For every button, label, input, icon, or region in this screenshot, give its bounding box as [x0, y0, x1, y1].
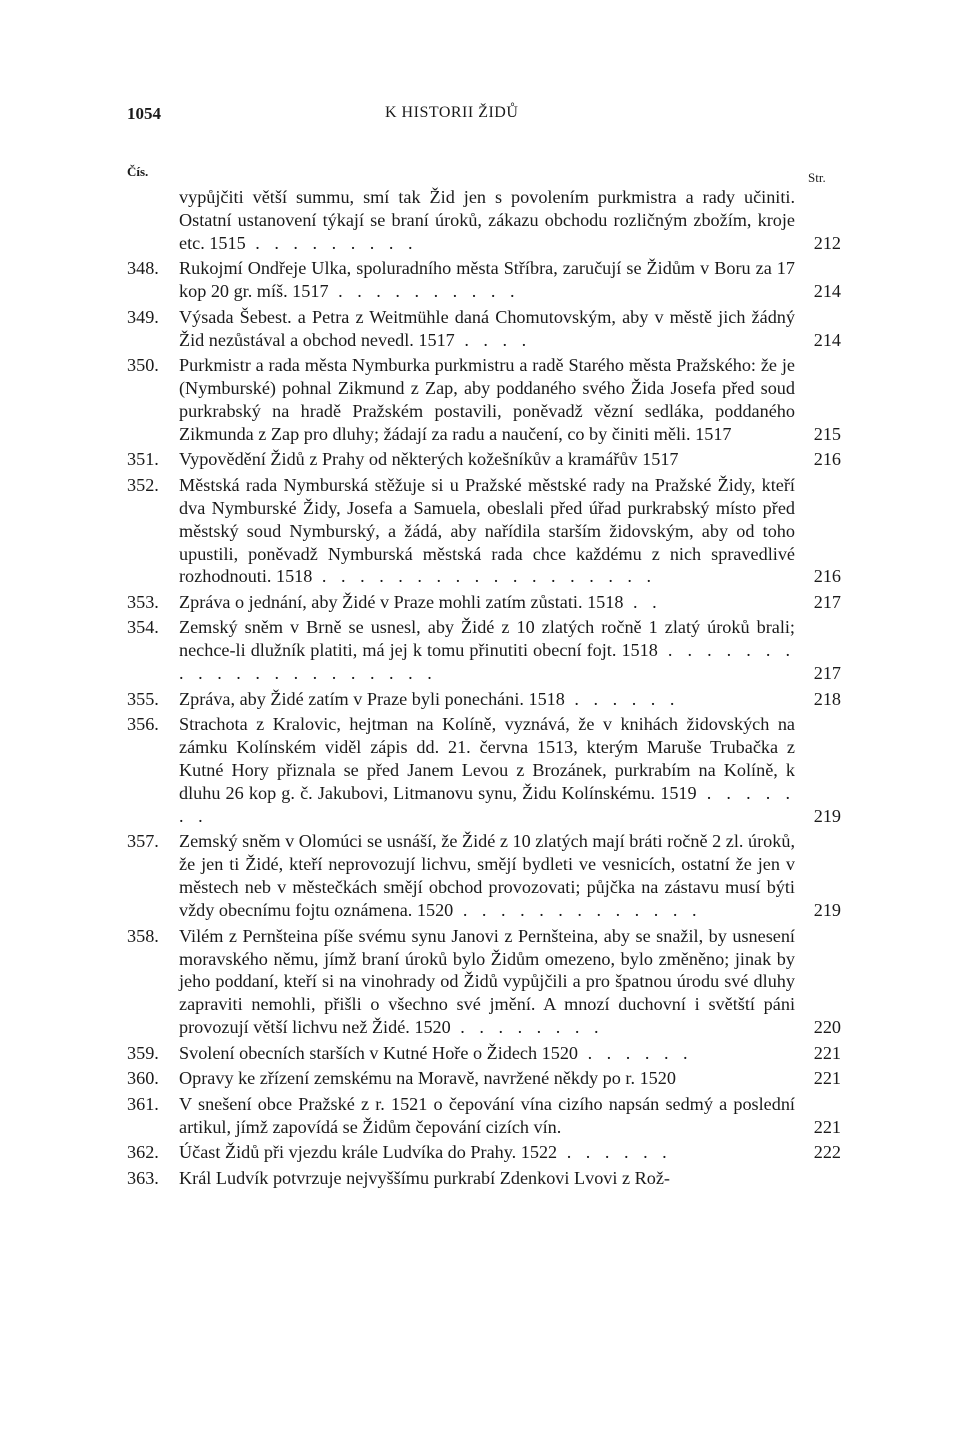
leader-dots: . . . . . . . . . .: [328, 281, 520, 302]
entry-description: Městská rada Nymburská stěžuje si u Pražské městské rady na Pražské Židy, kteří dva Nymburské Židy, Josefa a Samuela, obeslali před úřad purkrabský místo před městský soud Nymburský, a žádá, aby nařídila starším židovským, aby od toho upustili, poněvadž Nymburská městská rada chce každému z nich spravedlivé rozhodnouti. 1518: [179, 474, 795, 587]
entry-page: 221: [813, 1068, 841, 1089]
entry-number: 354.: [127, 617, 159, 638]
entry-number: 350.: [127, 355, 159, 376]
entry-page: 215: [813, 423, 841, 444]
entry-page: 222: [813, 1142, 841, 1163]
leader-dots: . . . . . . . . . . . . .: [453, 900, 702, 921]
entry-number: 362.: [127, 1142, 159, 1163]
list-item: [127, 306, 841, 352]
list-item: [127, 713, 841, 828]
entry-description: Zpráva o jednání, aby Židé v Praze mohli zatím zůstati. 1518: [179, 591, 624, 612]
entry-number: 358.: [127, 925, 159, 946]
entry-description: Rukojmí Ondřeje Ulka, spoluradního města Stříbra, zaručují se Židům v Boru za 17 kop 20 gr. míš. 1517: [179, 258, 795, 302]
entry-page: 221: [813, 1116, 841, 1137]
entry-page: 220: [813, 1017, 841, 1038]
entry-description: Opravy ke zřízení zemskému na Moravě, navržené někdy po r. 1520: [179, 1068, 676, 1089]
entry-description: Vypovědění Židů z Prahy od některých kožešníkův a kramářův 1517: [179, 449, 679, 470]
entry-number: 360.: [127, 1068, 159, 1089]
entry-text: [179, 257, 795, 303]
entry-description: Výsada Šebest. a Petra z Weitmühle daná Chomutovským, aby v městě jich žádný Žid nezůstával a obchod nevedl. 1517: [179, 306, 795, 350]
entry-text: [179, 186, 795, 255]
entry-text: [179, 713, 795, 828]
entry-number: 349.: [127, 306, 159, 327]
entry-text: [179, 1093, 795, 1139]
entry-text: [179, 448, 795, 471]
running-title: K HISTORII ŽIDŮ: [385, 104, 519, 121]
leader-dots: . . . . . . . . . . . . . . . . . .: [312, 566, 657, 587]
leader-dots: . . . . . . . .: [450, 1017, 604, 1038]
entry-text: [179, 1141, 795, 1164]
entry-text: [179, 830, 795, 922]
entry-page: 216: [813, 449, 841, 470]
leader-dots: . . . . . . .: [179, 783, 796, 826]
entry-text: [179, 688, 795, 711]
entry-text: [179, 1167, 795, 1190]
entry-page: 214: [813, 329, 841, 350]
entry-number: 361.: [127, 1093, 159, 1114]
entry-description: Vilém z Pernšteina píše svému synu Janovi z Pernšteina, aby se snažil, by usnesení moravského němu, jímž braní úroků bylo Židům omezeno, bylo změněno; jinak by jeho poddaní, kteří si na vinohrady od Židů vypůjčili a pro špatnou úrodu své dluhy zapraviti nemohli, přišli o všechno své jmění. A mnozí duchovní i světští páni provozují větší lichvu než Židé. 1520: [179, 925, 795, 1038]
entry-number: 353.: [127, 591, 159, 612]
entry-text: [179, 1042, 795, 1065]
list-item: [127, 1167, 841, 1190]
list-item: [127, 830, 841, 922]
list-item: [127, 257, 841, 303]
entry-text: [179, 591, 795, 614]
entry-page: 219: [813, 805, 841, 826]
entry-text: [179, 1067, 795, 1090]
leader-dots: . . . . . .: [578, 1042, 693, 1063]
entry-number: 363.: [127, 1167, 159, 1188]
list-item: [127, 1067, 841, 1090]
entry-page: 212: [813, 232, 841, 253]
entry-number: 352.: [127, 474, 159, 495]
number-column-label: Čís.: [127, 164, 149, 179]
entry-list: [127, 186, 841, 1192]
entry-description: Účast Židů při vjezdu krále Ludvíka do Prahy. 1522: [179, 1142, 558, 1163]
entry-description: Zemský sněm v Olomúci se usnáší, že Židé z 10 zlatých mají bráti ročně 2 zl. úroků, že jen ti Židé, kteří neprovozují lichvu, smějí bydleti ve vesnicích, ostatní že jen v městech neb v městečkách smějí obchod provozovati; půjčka na zástavu musí býti vždy obecnímu fojtu oznámena. 1520: [179, 831, 795, 921]
entry-text: [179, 616, 795, 685]
list-item: [127, 1141, 841, 1164]
entry-page: 218: [813, 688, 841, 709]
entry-description: Svolení obecních starších v Kutné Hoře o Židech 1520: [179, 1042, 579, 1063]
list-item: [127, 925, 841, 1040]
entry-number: 359.: [127, 1042, 159, 1063]
list-item: [127, 474, 841, 589]
entry-text: [179, 925, 795, 1040]
entry-description: V snešení obce Pražské z r. 1521 o čepování vína cizího napsán sedmý a poslední artikul, jímž zapovídá se Židům čepování cizích vín.: [179, 1093, 795, 1137]
entry-description: Purkmistr a rada města Nymburka purkmistru a radě Starého města Pražského: že je (Nymburské) pohnal Zikmund z Zap, aby poddaného svého Žida Josefa před soud purkrabský na hradě Pražském postavili, poněvadž vězní sedláka, poddaného Zikmunda z Zap pro dluhy; žádají za radu a naučení, co by činiti měli. 1517: [179, 355, 795, 444]
list-item: [127, 1042, 841, 1065]
list-item: [127, 354, 841, 446]
entry-description: Král Ludvík potvrzuje nejvyššímu purkrabí Zdenkovi Lvovi z Rož-: [179, 1167, 670, 1188]
list-item: [127, 1093, 841, 1139]
entry-description: Zemský sněm v Brně se usnesl, aby Židé z 10 zlatých ročně 1 zlatý úroků brali; nechce-li dlužník platiti, má jej k tomu přinutiti obecní fojt. 1518: [179, 617, 795, 661]
entry-page: 217: [813, 663, 841, 684]
entry-number: 351.: [127, 449, 159, 470]
entry-page: 216: [813, 566, 841, 587]
leader-dots: . .: [623, 591, 662, 612]
entry-description: Strachota z Kralovic, hejtman na Kolíně, vyznává, že v knihách židovských na zámku Kolínském viděl zápis dd. 21. června 1513, kterým Maruše Trubačka z Kutné Hory přiznala se před Janem Levou z Brozánek, purkrabím na Kolíně, k dluhu 26 kop g. č. Jakubovi, Litmanovu synu, Židu Kolínskému. 1519: [179, 714, 795, 803]
entry-number: 357.: [127, 831, 159, 852]
entry-text: [179, 306, 795, 352]
entry-description: vypůjčiti větší summu, smí tak Žid jen s povolením purkmistra a rady učiniti. Ostatní ustanovení týkají se braní úroků, zákazu obchodu rozličným zbožím, kroje etc. 1515: [179, 187, 795, 253]
entry-page: 219: [813, 900, 841, 921]
entry-text: [179, 354, 795, 446]
running-header: [127, 104, 827, 128]
leader-dots: . . . . . . . . .: [245, 232, 418, 253]
leader-dots: . . . . . . . . . . . . . . . . . . . . .: [179, 640, 796, 684]
entry-number: 356.: [127, 714, 159, 735]
entry-page: 214: [813, 281, 841, 302]
leader-dots: . . . . . .: [557, 1142, 672, 1163]
entry-number: 348.: [127, 258, 159, 279]
entry-text: [179, 474, 795, 589]
list-item: [127, 448, 841, 471]
list-item: [127, 616, 841, 685]
leader-dots: . . . . . .: [564, 688, 680, 709]
list-item: [127, 591, 841, 614]
page-number: 1054: [127, 104, 161, 123]
entry-page: 221: [813, 1042, 841, 1063]
list-item: [127, 688, 841, 711]
leader-dots: . . . .: [454, 329, 532, 350]
list-item: [127, 186, 841, 255]
page-column-label: Str.: [808, 170, 826, 185]
entry-number: 355.: [127, 688, 159, 709]
entry-page: 217: [813, 591, 841, 612]
entry-description: Zpráva, aby Židé zatím v Praze byli ponecháni. 1518: [179, 688, 565, 709]
